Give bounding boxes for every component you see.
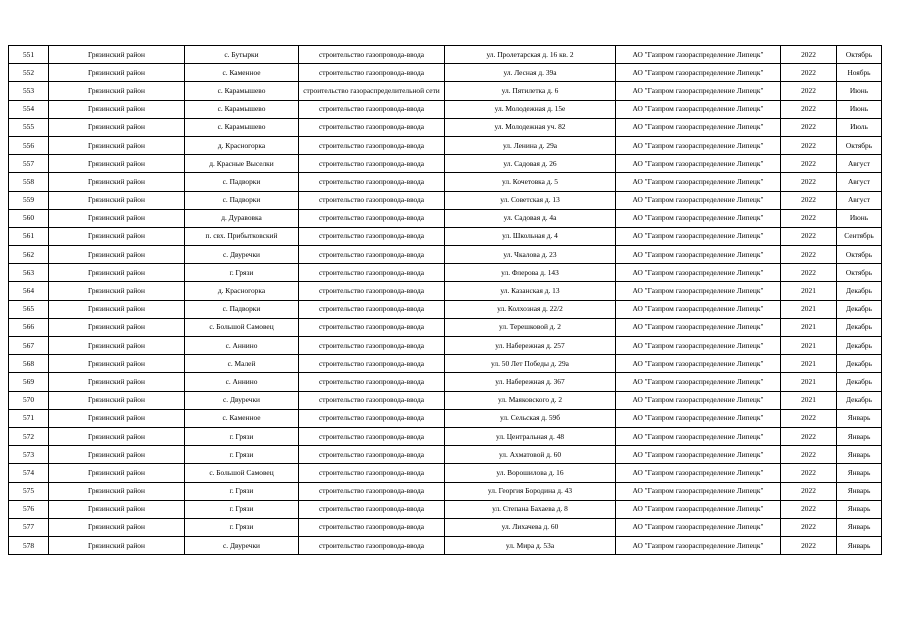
- district-cell: Грязинский район: [49, 173, 185, 191]
- year-cell: 2021: [781, 373, 837, 391]
- address-cell: ул. Георгия Бородина д. 43: [445, 482, 616, 500]
- work-type-cell: строительство газопровода-ввода: [299, 318, 445, 336]
- address-cell: ул. Пятилетка д. 6: [445, 82, 616, 100]
- address-cell: ул. Маяковского д. 2: [445, 391, 616, 409]
- locality-cell: с. Падворки: [185, 191, 299, 209]
- locality-cell: с. Падворки: [185, 300, 299, 318]
- row-number-cell: 566: [9, 318, 49, 336]
- year-cell: 2022: [781, 136, 837, 154]
- month-cell: Январь: [837, 518, 882, 536]
- locality-cell: с. Каменное: [185, 64, 299, 82]
- row-number-cell: 556: [9, 136, 49, 154]
- month-cell: Декабрь: [837, 300, 882, 318]
- organization-cell: АО "Газпром газораспределение Липецк": [616, 136, 781, 154]
- year-cell: 2022: [781, 264, 837, 282]
- work-type-cell: строительство газораспределительной сети: [299, 82, 445, 100]
- row-number-cell: 571: [9, 409, 49, 427]
- table-row: [9, 246, 882, 264]
- year-cell: 2022: [781, 427, 837, 445]
- address-cell: ул. Мира д. 53а: [445, 537, 616, 555]
- month-cell: Январь: [837, 500, 882, 518]
- table-row: [9, 518, 882, 536]
- organization-cell: АО "Газпром газораспределение Липецк": [616, 227, 781, 245]
- month-cell: Октябрь: [837, 46, 882, 64]
- organization-cell: АО "Газпром газораспределение Липецк": [616, 46, 781, 64]
- table-row: [9, 300, 882, 318]
- table-row: [9, 100, 882, 118]
- work-type-cell: строительство газопровода-ввода: [299, 100, 445, 118]
- month-cell: Январь: [837, 446, 882, 464]
- organization-cell: АО "Газпром газораспределение Липецк": [616, 173, 781, 191]
- table-row: [9, 227, 882, 245]
- address-cell: ул. Чкалова д. 23: [445, 246, 616, 264]
- locality-cell: с. Двуречки: [185, 391, 299, 409]
- organization-cell: АО "Газпром газораспределение Липецк": [616, 282, 781, 300]
- organization-cell: АО "Газпром газораспределение Липецк": [616, 155, 781, 173]
- district-cell: Грязинский район: [49, 300, 185, 318]
- district-cell: Грязинский район: [49, 318, 185, 336]
- locality-cell: с. Аннино: [185, 373, 299, 391]
- work-type-cell: строительство газопровода-ввода: [299, 409, 445, 427]
- month-cell: Январь: [837, 409, 882, 427]
- year-cell: 2021: [781, 391, 837, 409]
- table-row: [9, 264, 882, 282]
- table-row: [9, 155, 882, 173]
- year-cell: 2022: [781, 518, 837, 536]
- locality-cell: с. Аннино: [185, 337, 299, 355]
- locality-cell: с. Бутырки: [185, 46, 299, 64]
- table-row: [9, 64, 882, 82]
- year-cell: 2021: [781, 300, 837, 318]
- month-cell: Август: [837, 173, 882, 191]
- locality-cell: г. Грязи: [185, 427, 299, 445]
- table-row: [9, 482, 882, 500]
- district-cell: Грязинский район: [49, 46, 185, 64]
- table-row: [9, 464, 882, 482]
- row-number-cell: 563: [9, 264, 49, 282]
- organization-cell: АО "Газпром газораспределение Липецк": [616, 64, 781, 82]
- year-cell: 2022: [781, 46, 837, 64]
- work-type-cell: строительство газопровода-ввода: [299, 464, 445, 482]
- month-cell: Август: [837, 191, 882, 209]
- organization-cell: АО "Газпром газораспределение Липецк": [616, 373, 781, 391]
- address-cell: ул. Ворошилова д. 16: [445, 464, 616, 482]
- row-number-cell: 558: [9, 173, 49, 191]
- month-cell: Январь: [837, 537, 882, 555]
- organization-cell: АО "Газпром газораспределение Липецк": [616, 482, 781, 500]
- year-cell: 2022: [781, 409, 837, 427]
- year-cell: 2022: [781, 537, 837, 555]
- district-cell: Грязинский район: [49, 246, 185, 264]
- work-type-cell: строительство газопровода-ввода: [299, 64, 445, 82]
- row-number-cell: 572: [9, 427, 49, 445]
- locality-cell: д. Красные Выселки: [185, 155, 299, 173]
- year-cell: 2022: [781, 118, 837, 136]
- table-row: [9, 446, 882, 464]
- table-row: [9, 282, 882, 300]
- district-cell: Грязинский район: [49, 136, 185, 154]
- row-number-cell: 578: [9, 537, 49, 555]
- district-cell: Грязинский район: [49, 355, 185, 373]
- locality-cell: с. Двуречки: [185, 246, 299, 264]
- locality-cell: с. Малей: [185, 355, 299, 373]
- month-cell: Июнь: [837, 100, 882, 118]
- address-cell: ул. Садовая д. 26: [445, 155, 616, 173]
- year-cell: 2022: [781, 173, 837, 191]
- address-cell: ул. Советская д. 13: [445, 191, 616, 209]
- table-row: [9, 82, 882, 100]
- row-number-cell: 574: [9, 464, 49, 482]
- row-number-cell: 561: [9, 227, 49, 245]
- month-cell: Декабрь: [837, 282, 882, 300]
- row-number-cell: 552: [9, 64, 49, 82]
- row-number-cell: 562: [9, 246, 49, 264]
- work-type-cell: строительство газопровода-ввода: [299, 173, 445, 191]
- district-cell: Грязинский район: [49, 191, 185, 209]
- work-type-cell: строительство газопровода-ввода: [299, 136, 445, 154]
- table-row: [9, 191, 882, 209]
- table-row: [9, 136, 882, 154]
- organization-cell: АО "Газпром газораспределение Липецк": [616, 409, 781, 427]
- address-cell: ул. Флерова д. 143: [445, 264, 616, 282]
- address-cell: ул. Лесная д. 39а: [445, 64, 616, 82]
- work-type-cell: строительство газопровода-ввода: [299, 209, 445, 227]
- month-cell: Декабрь: [837, 391, 882, 409]
- organization-cell: АО "Газпром газораспределение Липецк": [616, 318, 781, 336]
- work-type-cell: строительство газопровода-ввода: [299, 155, 445, 173]
- year-cell: 2022: [781, 209, 837, 227]
- address-cell: ул. Молодежная д. 15е: [445, 100, 616, 118]
- work-type-cell: строительство газопровода-ввода: [299, 500, 445, 518]
- organization-cell: АО "Газпром газораспределение Липецк": [616, 246, 781, 264]
- district-cell: Грязинский район: [49, 518, 185, 536]
- month-cell: Июнь: [837, 209, 882, 227]
- locality-cell: с. Карамышево: [185, 118, 299, 136]
- row-number-cell: 577: [9, 518, 49, 536]
- address-cell: ул. Молодежная уч. 82: [445, 118, 616, 136]
- locality-cell: г. Грязи: [185, 482, 299, 500]
- locality-cell: г. Грязи: [185, 264, 299, 282]
- work-type-cell: строительство газопровода-ввода: [299, 391, 445, 409]
- month-cell: Октябрь: [837, 136, 882, 154]
- locality-cell: г. Грязи: [185, 518, 299, 536]
- year-cell: 2022: [781, 227, 837, 245]
- work-type-cell: строительство газопровода-ввода: [299, 446, 445, 464]
- organization-cell: АО "Газпром газораспределение Липецк": [616, 337, 781, 355]
- row-number-cell: 557: [9, 155, 49, 173]
- row-number-cell: 567: [9, 337, 49, 355]
- table-row: [9, 391, 882, 409]
- address-cell: ул. Кочетовка д. 5: [445, 173, 616, 191]
- district-cell: Грязинский район: [49, 227, 185, 245]
- organization-cell: АО "Газпром газораспределение Липецк": [616, 391, 781, 409]
- district-cell: Грязинский район: [49, 500, 185, 518]
- district-cell: Грязинский район: [49, 264, 185, 282]
- locality-cell: с. Двуречки: [185, 537, 299, 555]
- row-number-cell: 575: [9, 482, 49, 500]
- work-type-cell: строительство газопровода-ввода: [299, 355, 445, 373]
- row-number-cell: 570: [9, 391, 49, 409]
- month-cell: Декабрь: [837, 373, 882, 391]
- work-type-cell: строительство газопровода-ввода: [299, 337, 445, 355]
- address-cell: ул. Казанская д. 13: [445, 282, 616, 300]
- address-cell: ул. Ахматовой д. 60: [445, 446, 616, 464]
- organization-cell: АО "Газпром газораспределение Липецк": [616, 464, 781, 482]
- organization-cell: АО "Газпром газораспределение Липецк": [616, 100, 781, 118]
- district-cell: Грязинский район: [49, 64, 185, 82]
- work-type-cell: строительство газопровода-ввода: [299, 537, 445, 555]
- locality-cell: д. Красногорка: [185, 136, 299, 154]
- locality-cell: с. Падворки: [185, 173, 299, 191]
- address-cell: ул. Набережная д. 367: [445, 373, 616, 391]
- address-cell: ул. Центральная д. 48: [445, 427, 616, 445]
- organization-cell: АО "Газпром газораспределение Липецк": [616, 264, 781, 282]
- work-type-cell: строительство газопровода-ввода: [299, 246, 445, 264]
- address-cell: ул. Сельская д. 59б: [445, 409, 616, 427]
- month-cell: Октябрь: [837, 246, 882, 264]
- work-type-cell: строительство газопровода-ввода: [299, 227, 445, 245]
- district-cell: Грязинский район: [49, 100, 185, 118]
- organization-cell: АО "Газпром газораспределение Липецк": [616, 118, 781, 136]
- row-number-cell: 564: [9, 282, 49, 300]
- table-row: [9, 337, 882, 355]
- row-number-cell: 576: [9, 500, 49, 518]
- row-number-cell: 554: [9, 100, 49, 118]
- month-cell: Октябрь: [837, 264, 882, 282]
- work-type-cell: строительство газопровода-ввода: [299, 118, 445, 136]
- address-cell: ул. Набережная д. 257: [445, 337, 616, 355]
- organization-cell: АО "Газпром газораспределение Липецк": [616, 500, 781, 518]
- address-cell: ул. Терешковой д. 2: [445, 318, 616, 336]
- work-type-cell: строительство газопровода-ввода: [299, 282, 445, 300]
- work-type-cell: строительство газопровода-ввода: [299, 264, 445, 282]
- year-cell: 2022: [781, 100, 837, 118]
- table-row: [9, 46, 882, 64]
- table-row: [9, 355, 882, 373]
- locality-cell: д. Красногорка: [185, 282, 299, 300]
- work-type-cell: строительство газопровода-ввода: [299, 46, 445, 64]
- table-row: [9, 209, 882, 227]
- address-cell: ул. Степана Бахаева д. 8: [445, 500, 616, 518]
- year-cell: 2022: [781, 191, 837, 209]
- organization-cell: АО "Газпром газораспределение Липецк": [616, 82, 781, 100]
- locality-cell: с. Большой Самовец: [185, 464, 299, 482]
- organization-cell: АО "Газпром газораспределение Липецк": [616, 537, 781, 555]
- district-cell: Грязинский район: [49, 118, 185, 136]
- organization-cell: АО "Газпром газораспределение Липецк": [616, 209, 781, 227]
- address-cell: ул. Пролетарская д. 16 кв. 2: [445, 46, 616, 64]
- month-cell: Июль: [837, 118, 882, 136]
- month-cell: Январь: [837, 482, 882, 500]
- year-cell: 2022: [781, 64, 837, 82]
- table-row: [9, 427, 882, 445]
- district-cell: Грязинский район: [49, 464, 185, 482]
- district-cell: Грязинский район: [49, 409, 185, 427]
- district-cell: Грязинский район: [49, 373, 185, 391]
- organization-cell: АО "Газпром газораспределение Липецк": [616, 191, 781, 209]
- district-cell: Грязинский район: [49, 427, 185, 445]
- organization-cell: АО "Газпром газораспределение Липецк": [616, 427, 781, 445]
- address-cell: ул. Школьная д. 4: [445, 227, 616, 245]
- address-cell: ул. Колхозная д. 22/2: [445, 300, 616, 318]
- district-cell: Грязинский район: [49, 482, 185, 500]
- organization-cell: АО "Газпром газораспределение Липецк": [616, 446, 781, 464]
- month-cell: Январь: [837, 427, 882, 445]
- works-table: [8, 45, 882, 555]
- month-cell: Август: [837, 155, 882, 173]
- locality-cell: г. Грязи: [185, 500, 299, 518]
- address-cell: ул. Садовая д. 4а: [445, 209, 616, 227]
- row-number-cell: 569: [9, 373, 49, 391]
- year-cell: 2022: [781, 246, 837, 264]
- district-cell: Грязинский район: [49, 537, 185, 555]
- locality-cell: с. Карамышево: [185, 100, 299, 118]
- row-number-cell: 568: [9, 355, 49, 373]
- year-cell: 2022: [781, 482, 837, 500]
- address-cell: ул. 50 Лет Победы д. 29а: [445, 355, 616, 373]
- year-cell: 2022: [781, 500, 837, 518]
- locality-cell: п. свх. Прибытковский: [185, 227, 299, 245]
- month-cell: Январь: [837, 464, 882, 482]
- locality-cell: г. Грязи: [185, 446, 299, 464]
- row-number-cell: 555: [9, 118, 49, 136]
- work-type-cell: строительство газопровода-ввода: [299, 373, 445, 391]
- table-row: [9, 537, 882, 555]
- table-row: [9, 318, 882, 336]
- row-number-cell: 551: [9, 46, 49, 64]
- table-row: [9, 118, 882, 136]
- work-type-cell: строительство газопровода-ввода: [299, 191, 445, 209]
- locality-cell: с. Карамышево: [185, 82, 299, 100]
- row-number-cell: 560: [9, 209, 49, 227]
- year-cell: 2021: [781, 318, 837, 336]
- district-cell: Грязинский район: [49, 337, 185, 355]
- address-cell: ул. Ленина д. 29а: [445, 136, 616, 154]
- work-type-cell: строительство газопровода-ввода: [299, 300, 445, 318]
- district-cell: Грязинский район: [49, 391, 185, 409]
- locality-cell: с. Большой Самовец: [185, 318, 299, 336]
- work-type-cell: строительство газопровода-ввода: [299, 427, 445, 445]
- address-cell: ул. Лихачева д. 60: [445, 518, 616, 536]
- year-cell: 2022: [781, 82, 837, 100]
- district-cell: Грязинский район: [49, 446, 185, 464]
- work-type-cell: строительство газопровода-ввода: [299, 518, 445, 536]
- table-row: [9, 173, 882, 191]
- row-number-cell: 559: [9, 191, 49, 209]
- organization-cell: АО "Газпром газораспределение Липецк": [616, 518, 781, 536]
- locality-cell: д. Дуравовка: [185, 209, 299, 227]
- district-cell: Грязинский район: [49, 82, 185, 100]
- year-cell: 2021: [781, 282, 837, 300]
- year-cell: 2022: [781, 155, 837, 173]
- month-cell: Декабрь: [837, 318, 882, 336]
- locality-cell: с. Каменное: [185, 409, 299, 427]
- table-body: [9, 46, 882, 555]
- year-cell: 2022: [781, 464, 837, 482]
- row-number-cell: 565: [9, 300, 49, 318]
- table-row: [9, 409, 882, 427]
- month-cell: Декабрь: [837, 337, 882, 355]
- organization-cell: АО "Газпром газораспределение Липецк": [616, 355, 781, 373]
- table-row: [9, 373, 882, 391]
- row-number-cell: 553: [9, 82, 49, 100]
- work-type-cell: строительство газопровода-ввода: [299, 482, 445, 500]
- district-cell: Грязинский район: [49, 282, 185, 300]
- year-cell: 2021: [781, 337, 837, 355]
- table-row: [9, 500, 882, 518]
- district-cell: Грязинский район: [49, 155, 185, 173]
- month-cell: Сентябрь: [837, 227, 882, 245]
- month-cell: Ноябрь: [837, 64, 882, 82]
- year-cell: 2021: [781, 355, 837, 373]
- row-number-cell: 573: [9, 446, 49, 464]
- year-cell: 2022: [781, 446, 837, 464]
- month-cell: Декабрь: [837, 355, 882, 373]
- district-cell: Грязинский район: [49, 209, 185, 227]
- organization-cell: АО "Газпром газораспределение Липецк": [616, 300, 781, 318]
- month-cell: Июнь: [837, 82, 882, 100]
